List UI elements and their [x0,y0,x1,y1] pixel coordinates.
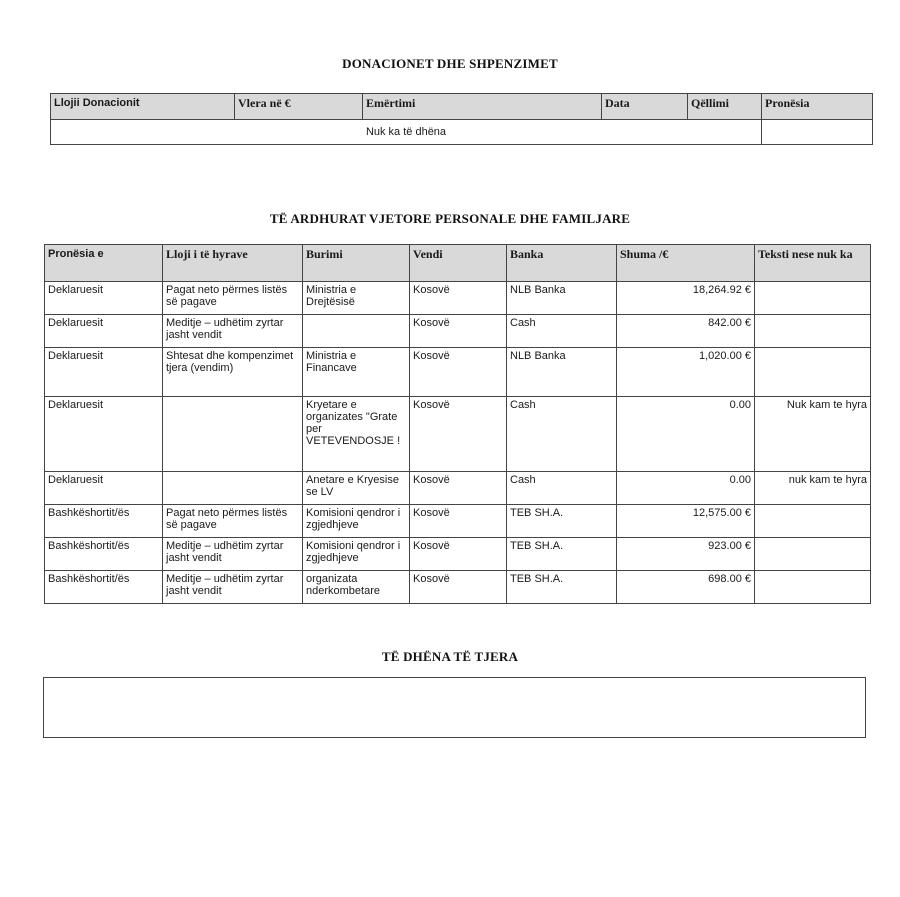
income-cell-source: Ministria e Financave [303,348,410,397]
income-cell-bank: TEB SH.A. [507,505,617,538]
donations-header-name: Emërtimi [363,94,602,120]
income-cell-country: Kosovë [410,315,507,348]
income-cell-owner: Deklaruesit [45,472,163,505]
income-cell-owner: Deklaruesit [45,397,163,472]
donations-header-row [51,94,873,120]
income-cell-amount: 12,575.00 € [617,505,755,538]
donations-empty-message: Nuk ka të dhëna [51,120,762,145]
income-cell-owner: Bashkëshortit/ës [45,505,163,538]
income-cell-bank: NLB Banka [507,282,617,315]
income-cell-owner: Bashkëshortit/ës [45,538,163,571]
other-data-box [43,677,866,738]
income-cell-type: Meditje – udhëtim zyrtar jasht vendit [163,571,303,604]
income-cell-type: Meditje – udhëtim zyrtar jasht vendit [163,315,303,348]
income-title: TË ARDHURAT VJETORE PERSONALE DHE FAMILJARE [269,211,631,226]
income-cell-bank: Cash [507,472,617,505]
table-row [45,571,871,604]
income-cell-note [755,571,871,604]
income-cell-bank: TEB SH.A. [507,538,617,571]
table-row [45,315,871,348]
income-cell-source: Anetare e Kryesise se LV [303,472,410,505]
income-cell-type [163,472,303,505]
income-cell-owner: Bashkëshortit/ës [45,571,163,604]
table-row [45,538,871,571]
income-header-type: Lloji i të hyrave [163,245,303,282]
income-cell-bank: Cash [507,315,617,348]
income-table [44,244,871,604]
income-header-country: Vendi [410,245,507,282]
income-cell-country: Kosovë [410,505,507,538]
income-cell-source: organizata nderkombetare [303,571,410,604]
donations-header-purpose: Qëllimi [688,94,762,120]
income-cell-amount: 1,020.00 € [617,348,755,397]
income-cell-note [755,282,871,315]
income-cell-type: Pagat neto përmes listës së pagave [163,282,303,315]
donations-empty-cell [762,120,873,145]
income-cell-type [163,397,303,472]
income-cell-source: Komisioni qendror i zgjedhjeve [303,505,410,538]
income-cell-source: Komisioni qendror i zgjedhjeve [303,538,410,571]
income-cell-note [755,538,871,571]
income-cell-country: Kosovë [410,282,507,315]
table-row [45,348,871,397]
table-row [45,282,871,315]
table-row [45,472,871,505]
income-cell-country: Kosovë [410,472,507,505]
income-cell-source [303,315,410,348]
income-cell-source: Kryetare e organizates "Grate per VETEVENDOSJE ! [303,397,410,472]
income-cell-type: Meditje – udhëtim zyrtar jasht vendit [163,538,303,571]
income-header-amount: Shuma /€ [617,245,755,282]
income-cell-owner: Deklaruesit [45,282,163,315]
table-row [45,505,871,538]
income-cell-amount: 0.00 [617,397,755,472]
income-cell-owner: Deklaruesit [45,315,163,348]
donations-header-type: Llojii Donacionit [51,94,235,120]
income-cell-amount: 698.00 € [617,571,755,604]
income-cell-bank: NLB Banka [507,348,617,397]
income-cell-country: Kosovë [410,348,507,397]
income-cell-source: Ministria e Drejtësisë [303,282,410,315]
other-title: TË DHËNA TË TJERA [381,649,519,664]
income-cell-bank: Cash [507,397,617,472]
income-cell-amount: 18,264.92 € [617,282,755,315]
income-cell-country: Kosovë [410,538,507,571]
income-cell-type: Shtesat dhe kompenzimet tjera (vendim) [163,348,303,397]
table-row [45,397,871,472]
income-cell-amount: 0.00 [617,472,755,505]
income-cell-bank: TEB SH.A. [507,571,617,604]
table-row [51,120,873,145]
income-cell-amount: 842.00 € [617,315,755,348]
income-header-source: Burimi [303,245,410,282]
income-cell-owner: Deklaruesit [45,348,163,397]
income-cell-type: Pagat neto përmes listës së pagave [163,505,303,538]
donations-table [50,93,873,145]
income-header-note: Teksti nese nuk ka [755,245,871,282]
income-cell-country: Kosovë [410,397,507,472]
income-header-row [45,245,871,282]
income-cell-note: Nuk kam te hyra [755,397,871,472]
donations-header-date: Data [602,94,688,120]
income-header-owner: Pronësia e [45,245,163,282]
donations-title: DONACIONET DHE SHPENZIMET [342,56,558,71]
income-cell-note [755,348,871,397]
income-cell-note [755,505,871,538]
income-header-bank: Banka [507,245,617,282]
income-cell-note: nuk kam te hyra [755,472,871,505]
donations-header-ownership: Pronësia [762,94,873,120]
income-cell-country: Kosovë [410,571,507,604]
income-cell-note [755,315,871,348]
income-cell-amount: 923.00 € [617,538,755,571]
donations-header-value: Vlera në € [235,94,363,120]
